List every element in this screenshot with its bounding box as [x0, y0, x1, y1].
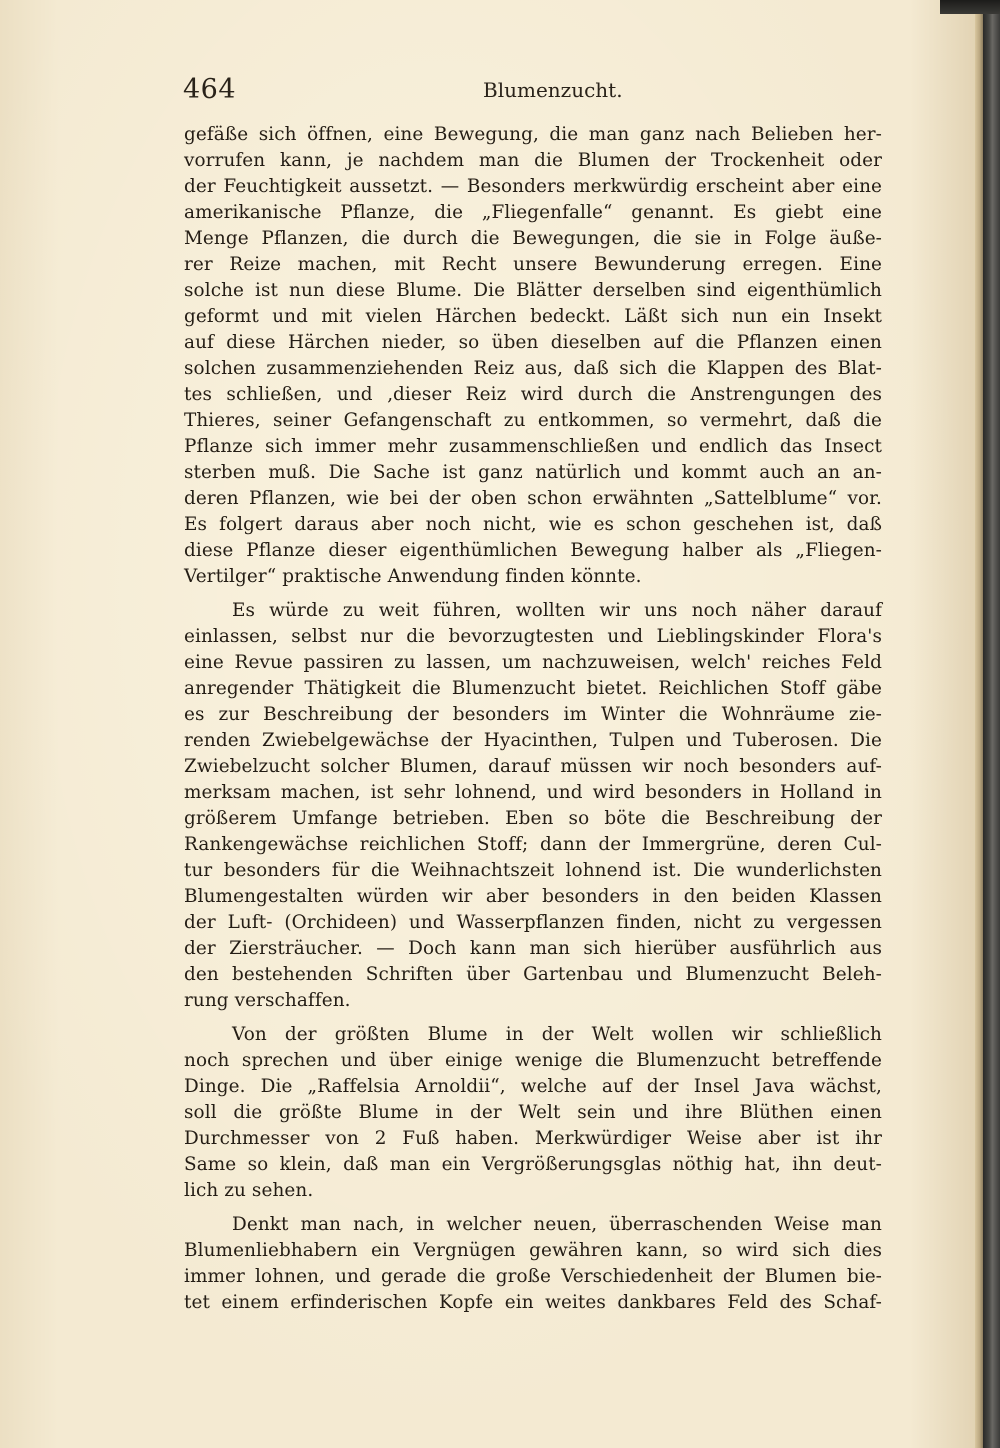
text-line: eine Revue passiren zu lassen, um nachzuweisen, welch' reiches Feld [184, 652, 882, 673]
paragraph-gap [184, 1204, 882, 1212]
text-line: Es folgert daraus aber noch nicht, wie es schon geschehen ist, daß [184, 514, 882, 535]
text-line: soll die größte Blume in der Welt sein und ihre Blüthen einen [184, 1102, 882, 1123]
text-line: renden Zwiebelgewächse der Hyacinthen, Tulpen und Tuberosen. Die [184, 730, 882, 751]
text-line: Es würde zu weit führen, wollten wir uns noch näher darauf [232, 600, 882, 621]
text-line: größerem Umfange betrieben. Eben so böte die Beschreibung der [184, 808, 882, 829]
text-line: rer Reize machen, mit Recht unsere Bewunderung erregen. Eine [184, 254, 882, 275]
text-line: Dinge. Die „Raffelsia Arnoldii“, welche auf der Insel Java wächst, [184, 1076, 882, 1097]
paragraph [184, 598, 882, 1014]
text-line: Rankengewächse reichlichen Stoff; dann der Immergrüne, deren Cul- [184, 834, 882, 855]
body-text [184, 122, 882, 1316]
text-line: den bestehenden Schriften über Gartenbau und Blumenzucht Beleh- [184, 964, 882, 985]
text-line: der Feuchtigkeit aussetzt. — Besonders merkwürdig erscheint aber eine [184, 176, 882, 197]
paragraph [184, 1022, 882, 1204]
text-line: Same so klein, daß man ein Vergrößerungsglas nöthig hat, ihn deut- [184, 1154, 882, 1175]
text-line: diese Pflanze dieser eigenthümlichen Bewegung halber als „Fliegen- [184, 540, 882, 561]
text-line: auf diese Härchen nieder, so üben dieselben auf die Pflanzen einen [184, 332, 882, 353]
text-line: Denkt man nach, in welcher neuen, überraschenden Weise man [232, 1214, 882, 1235]
text-line: sterben muß. Die Sache ist ganz natürlich und kommt auch an an- [184, 462, 882, 483]
text-line: Zwiebelzucht solcher Blumen, darauf müssen wir noch besonders auf- [184, 756, 882, 777]
text-line: Von der größten Blume in der Welt wollen wir schließlich [232, 1024, 882, 1045]
running-head: Blumenzucht. [483, 78, 623, 102]
text-line: es zur Beschreibung der besonders im Winter die Wohnräume zie- [184, 704, 882, 725]
text-line: noch sprechen und über einige wenige die Blumenzucht betreffende [184, 1050, 882, 1071]
book-corner [940, 0, 1000, 14]
paragraph-gap [184, 1014, 882, 1022]
text-line: lich zu sehen. [184, 1180, 314, 1201]
text-line: rung verschaffen. [184, 990, 351, 1011]
text-line: der Ziersträucher. — Doch kann man sich hierüber ausführlich aus [184, 938, 882, 959]
text-line: der Luft- (Orchideen) und Wasserpflanzen finden, nicht zu vergessen [184, 912, 882, 933]
text-line: vorrufen kann, je nachdem man die Blumen der Trockenheit oder [184, 150, 882, 171]
text-line: merksam machen, ist sehr lohnend, und wird besonders in Holland in [184, 782, 882, 803]
text-line: amerikanische Pflanze, die „Fliegenfalle“ genannt. Es giebt eine [184, 202, 882, 223]
book-binding-edge [983, 0, 1000, 1448]
text-line: deren Pflanzen, wie bei der oben schon erwähnten „Sattelblume“ vor. [184, 488, 882, 509]
text-line: Vertilger“ praktische Anwendung finden könnte. [184, 566, 642, 587]
page-edge-shadow [975, 0, 983, 1448]
page-header [183, 74, 883, 114]
text-line: immer lohnen, und gerade die große Verschiedenheit der Blumen bie- [184, 1266, 882, 1287]
page-number: 464 [183, 74, 237, 105]
text-line: Blumengestalten würden wir aber besonders in den beiden Klassen [184, 886, 882, 907]
text-line: Menge Pflanzen, die durch die Bewegungen, die sie in Folge äuße- [184, 228, 882, 249]
text-line: tet einem erfinderischen Kopfe ein weites dankbares Feld des Schaf- [184, 1292, 882, 1313]
text-line: solche ist nun diese Blume. Die Blätter derselben sind eigenthümlich [184, 280, 882, 301]
text-line: tes schließen, und ‚dieser Reiz wird durch die Anstrengungen des [184, 384, 882, 405]
text-line: Blumenliebhabern ein Vergnügen gewähren kann, so wird sich dies [184, 1240, 882, 1261]
paragraph [184, 122, 882, 590]
paragraph [184, 1212, 882, 1316]
text-line: Thieres, seiner Gefangenschaft zu entkommen, so vermehrt, daß die [184, 410, 882, 431]
text-line: tur besonders für die Weihnachtszeit lohnend ist. Die wunderlichsten [184, 860, 882, 881]
text-line: solchen zusammenziehenden Reiz aus, daß sich die Klappen des Blat- [184, 358, 882, 379]
text-line: anregender Thätigkeit die Blumenzucht bietet. Reichlichen Stoff gäbe [184, 678, 882, 699]
text-line: geformt und mit vielen Härchen bedeckt. Läßt sich nun ein Insekt [184, 306, 882, 327]
text-line: Durchmesser von 2 Fuß haben. Merkwürdiger Weise aber ist ihr [184, 1128, 882, 1149]
text-line: einlassen, selbst nur die bevorzugtesten und Lieblingskinder Flora's [184, 626, 882, 647]
paragraph-gap [184, 590, 882, 598]
text-line: gefäße sich öffnen, eine Bewegung, die man ganz nach Belieben her- [184, 124, 882, 145]
text-line: Pflanze sich immer mehr zusammenschließen und endlich das Insect [184, 436, 882, 457]
